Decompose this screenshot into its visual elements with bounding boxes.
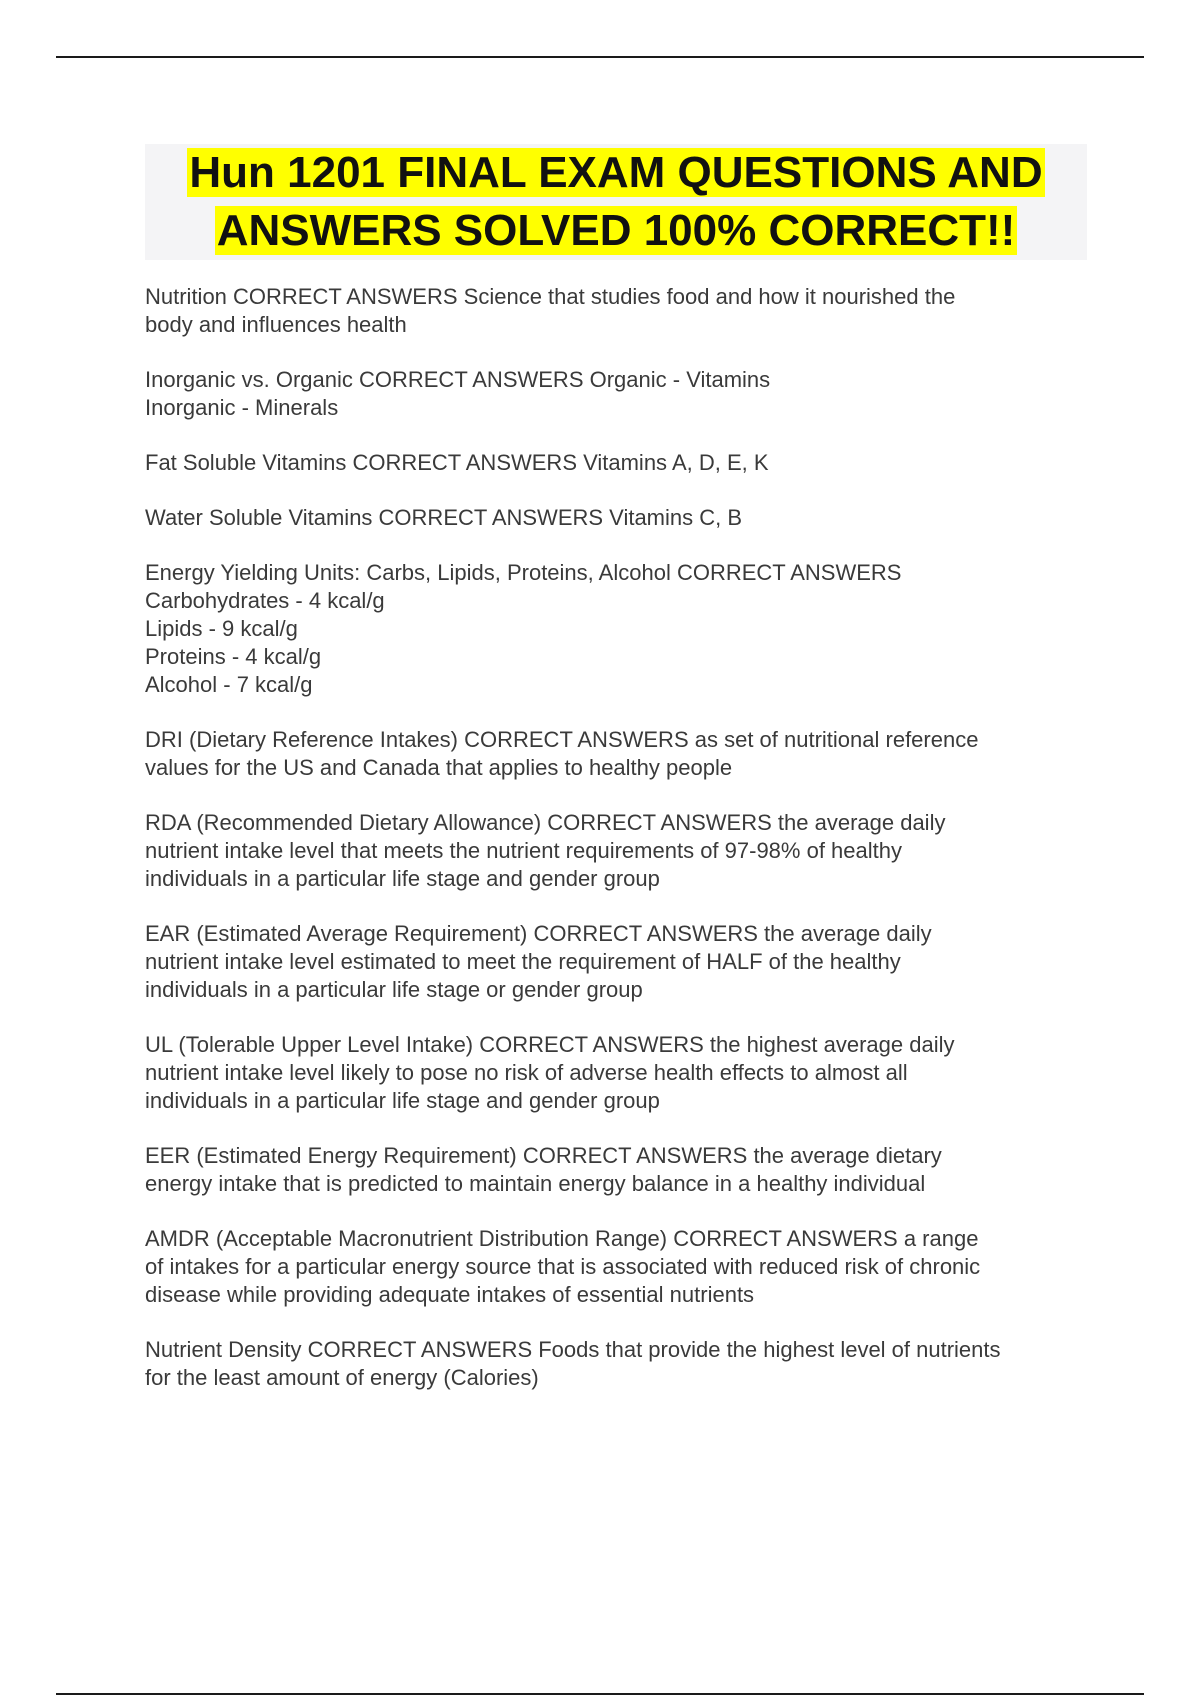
- title-line-1: [145, 144, 1087, 202]
- qa-entry-water-soluble-vitamins: Water Soluble Vitamins CORRECT ANSWERS Vitamins C, B: [145, 505, 743, 530]
- title-highlight-1: Hun 1201 FINAL EXAM QUESTIONS AND: [189, 148, 1043, 197]
- qa-entry-amdr: AMDR (Acceptable Macronutrient Distribution Range) CORRECT ANSWERS a range of intakes for a particular energy source that is associated with reduced risk of chronic disease while providing adequate intakes of essential nutrients: [145, 1226, 981, 1307]
- qa-entry-nutrition: Nutrition CORRECT ANSWERS Science that studies food and how it nourished the body and influences health: [145, 284, 956, 337]
- qa-entry-ul: UL (Tolerable Upper Level Intake) CORRECT ANSWERS the highest average daily nutrient intake level likely to pose no risk of adverse health effects to almost all individuals in a particular life stage and gender group: [145, 1032, 955, 1113]
- qa-entry-nutrient-density: Nutrient Density CORRECT ANSWERS Foods that provide the highest level of nutrients for the least amount of energy (Calories): [145, 1337, 1001, 1390]
- title-line-2: [145, 202, 1087, 260]
- qa-entry-eer: EER (Estimated Energy Requirement) CORRECT ANSWERS the average dietary energy intake that is predicted to maintain energy balance in a healthy individual: [145, 1143, 942, 1196]
- header-rule: [56, 56, 1144, 58]
- qa-entry-inorganic-vs-organic: Inorganic vs. Organic CORRECT ANSWERS Organic - Vitamins Inorganic - Minerals: [145, 367, 771, 420]
- title-highlight-2: ANSWERS SOLVED 100% CORRECT!!: [216, 206, 1016, 255]
- qa-entry-dri: DRI (Dietary Reference Intakes) CORRECT ANSWERS as set of nutritional reference values for the US and Canada that applies to healthy people: [145, 727, 979, 780]
- qa-list: [145, 283, 1105, 1419]
- qa-entry-fat-soluble-vitamins: Fat Soluble Vitamins CORRECT ANSWERS Vitamins A, D, E, K: [145, 450, 769, 475]
- qa-entry-rda: RDA (Recommended Dietary Allowance) CORRECT ANSWERS the average daily nutrient intake level that meets the nutrient requirements of 97-98% of healthy individuals in a particular life stage and gender group: [145, 810, 946, 891]
- qa-entry-ear: EAR (Estimated Average Requirement) CORRECT ANSWERS the average daily nutrient intake level estimated to meet the requirement of HALF of the healthy individuals in a particular life stage or gender group: [145, 921, 932, 1002]
- document-title: [145, 144, 1087, 260]
- footer-rule: [56, 1693, 1144, 1695]
- qa-entry-energy-yielding-units: Energy Yielding Units: Carbs, Lipids, Proteins, Alcohol CORRECT ANSWERS Carbohydrates - 4 kcal/g Lipids - 9 kcal/g Proteins - 4 kcal/g Alcohol - 7 kcal/g: [145, 560, 902, 697]
